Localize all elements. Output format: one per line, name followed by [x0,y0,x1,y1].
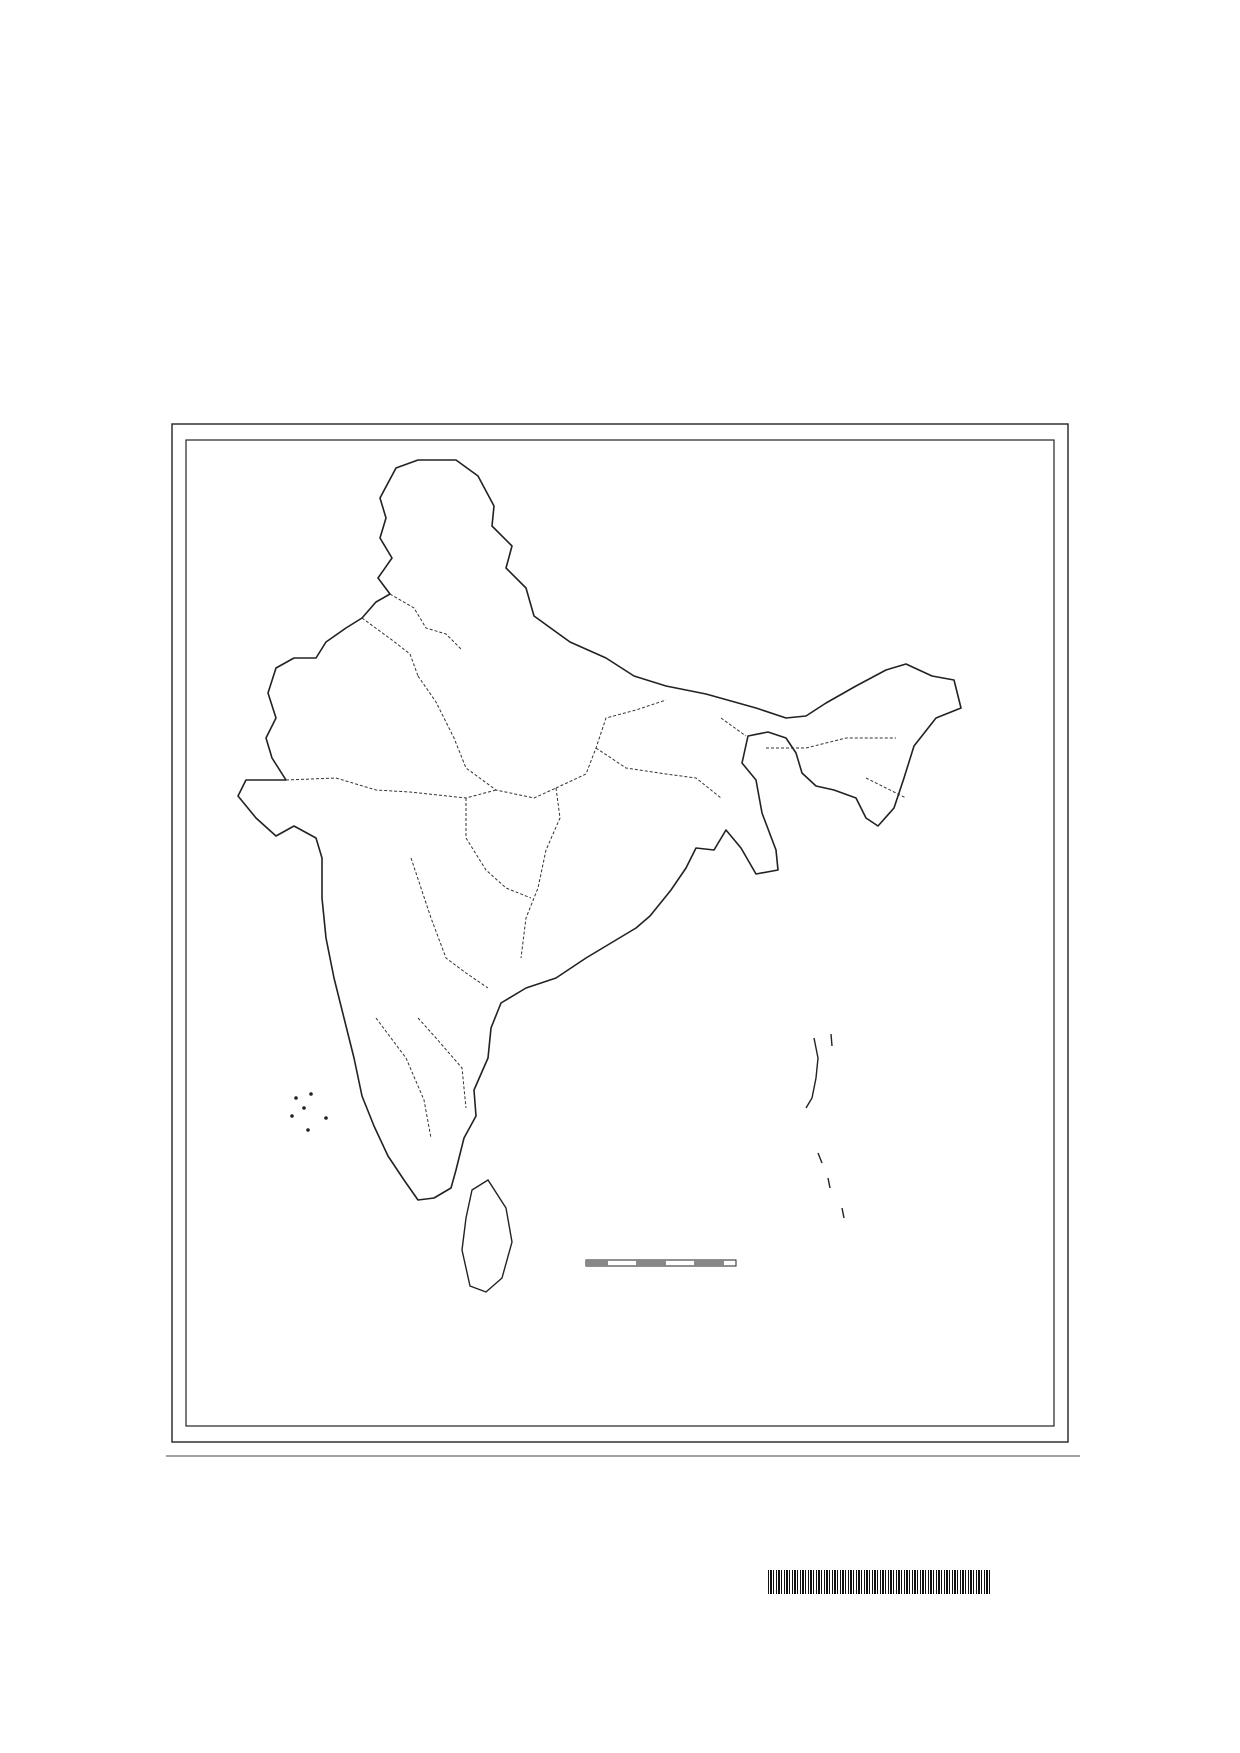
scale-bar [586,1260,736,1266]
map-inner-frame [186,440,1054,1426]
scale-bar-fill-1 [586,1260,608,1266]
question-line-1 [205,177,1075,216]
question-line-3 [205,255,1075,294]
question-text-english [205,177,1075,294]
question-line-2 [205,216,1075,255]
scale-bar-fill-2 [636,1260,666,1266]
hindi-line-2 [205,356,1075,402]
sri-lanka-outline [462,1180,512,1292]
map-outer-frame [172,424,1068,1442]
india-political-map [166,418,1080,1460]
scale-bar-fill-3 [694,1260,724,1266]
hindi-line-1 [205,310,1075,356]
lakshadweep-islands [290,1092,328,1132]
andaman-nicobar-islands [806,1034,844,1218]
state-boundaries [286,594,906,1138]
india-outline [238,460,961,1200]
barcode-image [768,1570,992,1594]
question-text-hindi [205,310,1075,402]
